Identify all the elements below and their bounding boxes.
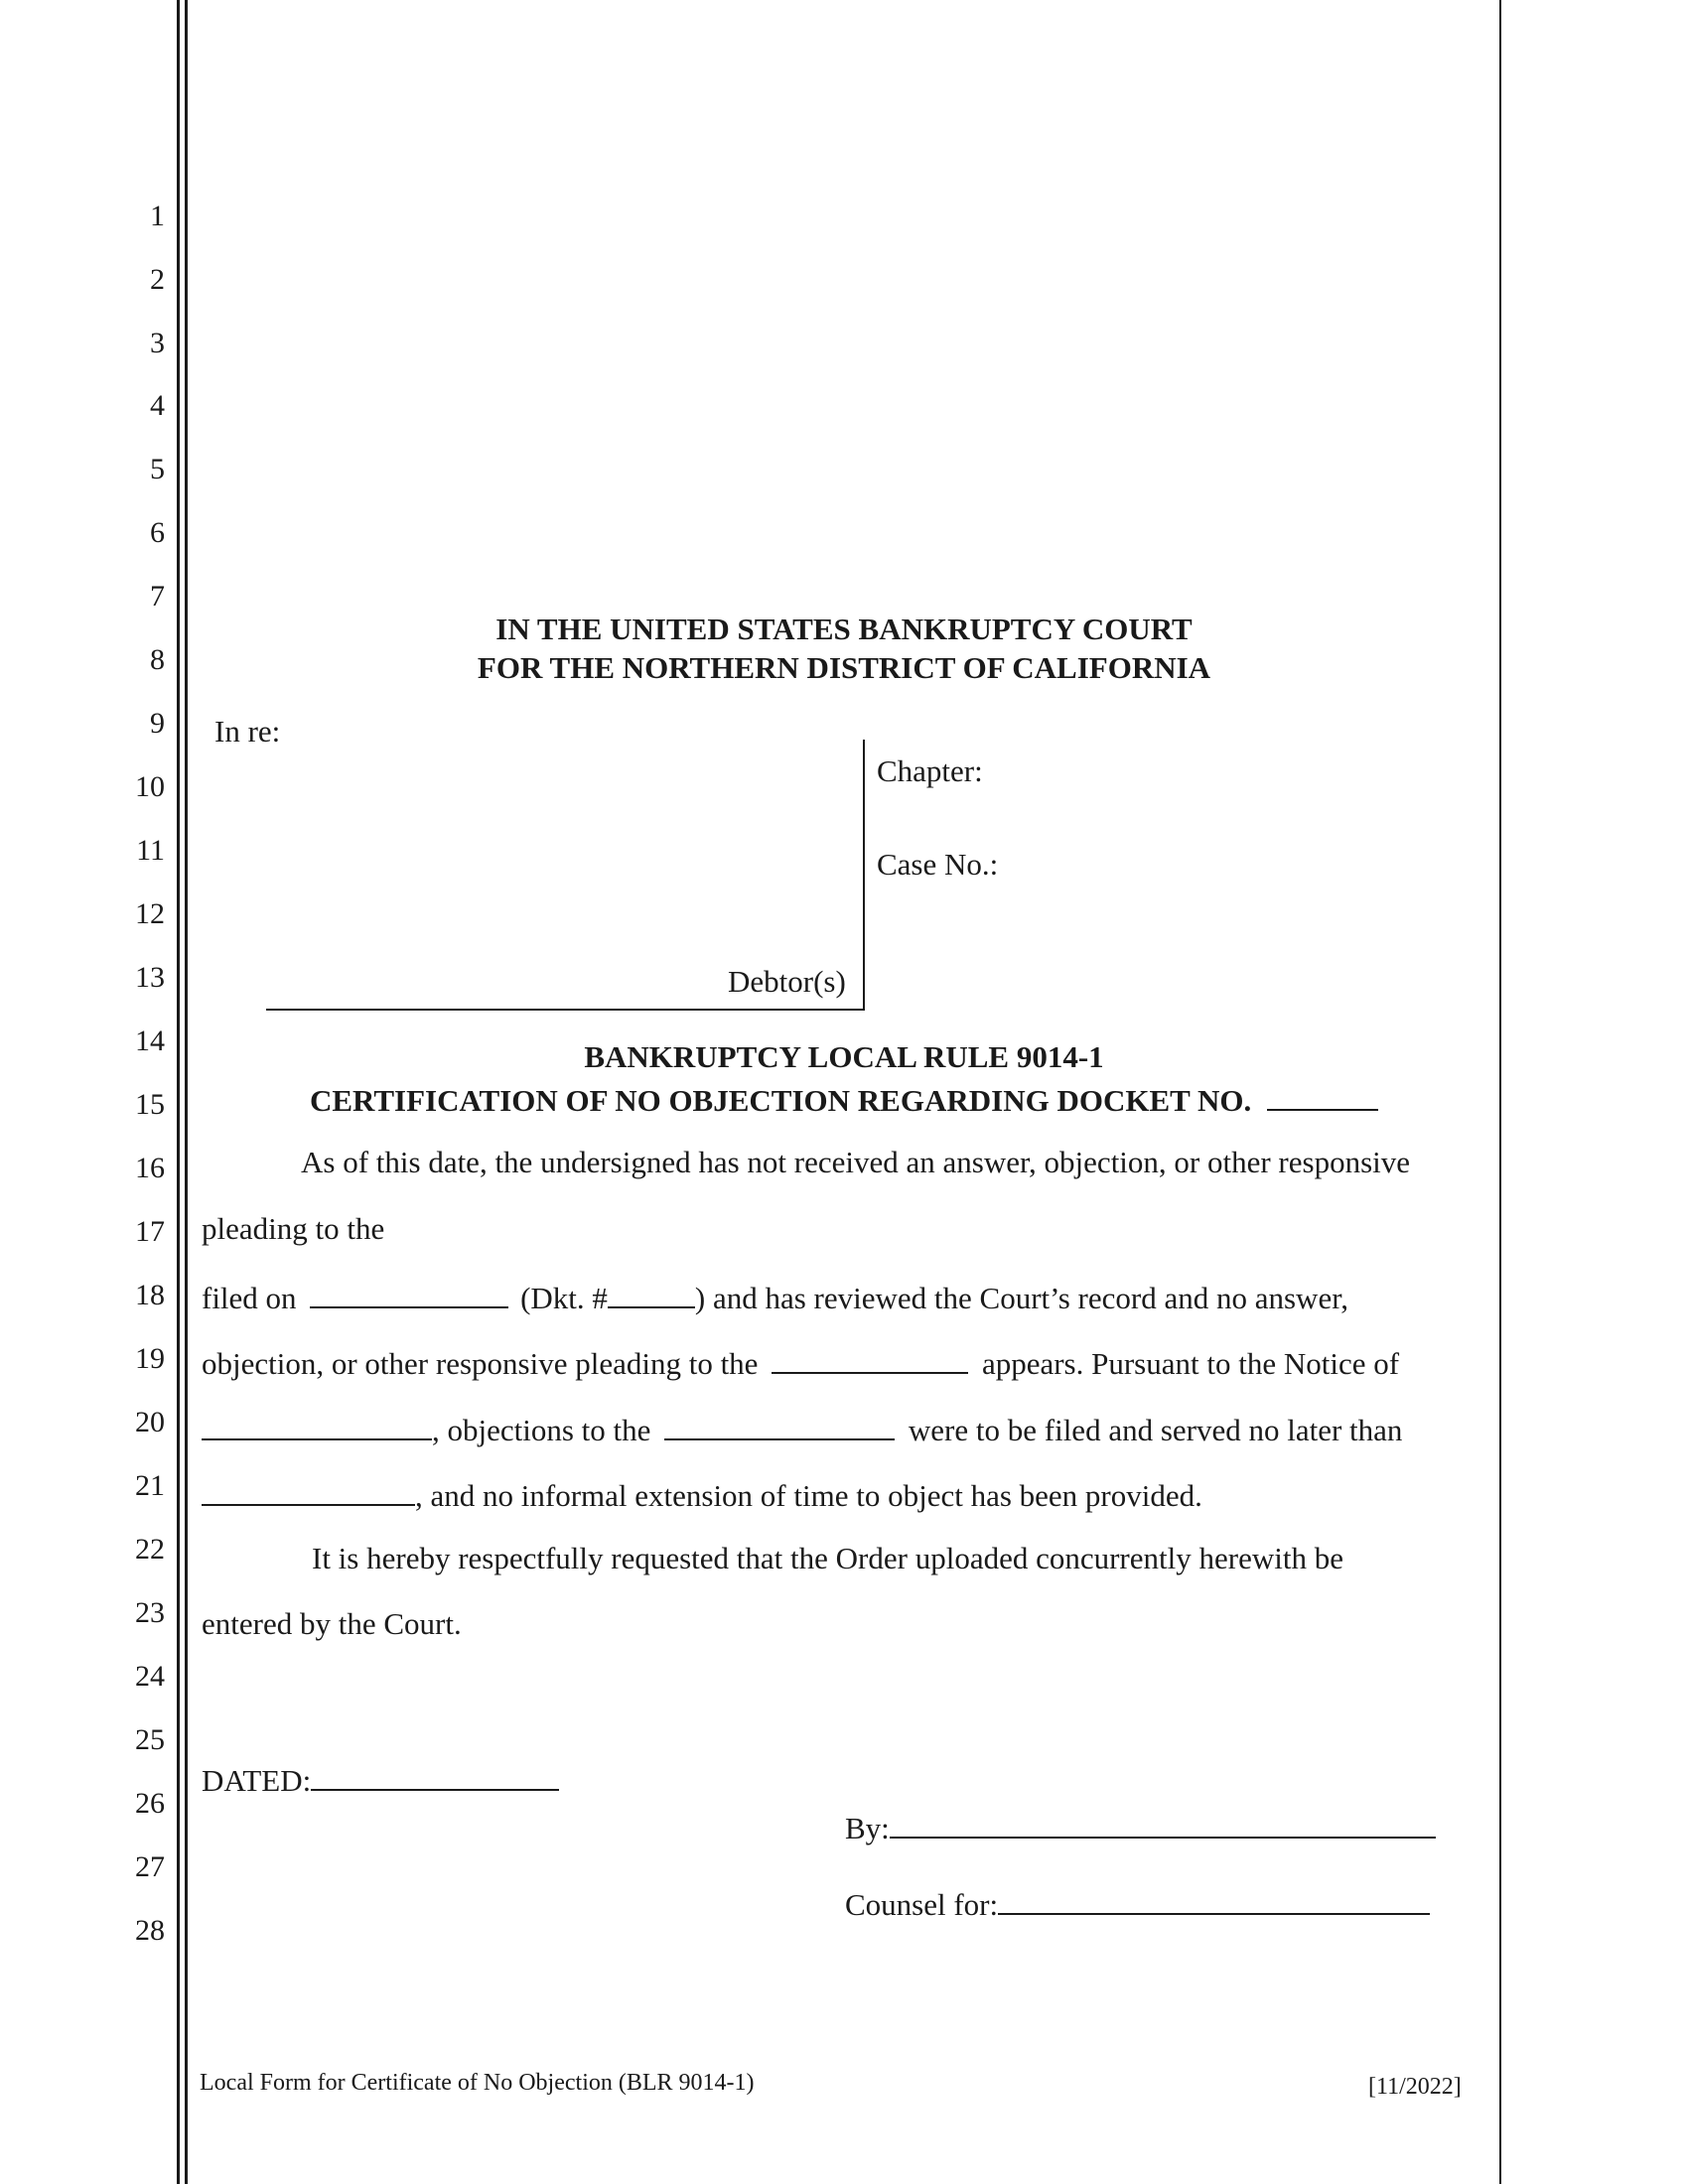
body-line: It is hereby respectfully requested that the Order uploaded concurrently herewith be xyxy=(312,1541,1343,1575)
line-number: 24 xyxy=(135,1660,165,1693)
body-text: (Dkt. # xyxy=(520,1281,608,1315)
line-number: 21 xyxy=(135,1469,165,1502)
court-name-line-2: FOR THE NORTHERN DISTRICT OF CALIFORNIA xyxy=(477,650,1211,685)
line-number: 4 xyxy=(150,389,165,422)
line-number: 23 xyxy=(135,1596,165,1629)
line-number: 25 xyxy=(135,1723,165,1756)
body-text: appears. Pursuant to the Notice of xyxy=(981,1346,1400,1381)
dated-label: DATED: xyxy=(202,1763,312,1798)
line-number: 5 xyxy=(150,453,165,485)
line-number: 14 xyxy=(135,1024,165,1057)
line-number: 11 xyxy=(136,834,165,867)
body-line xyxy=(202,1407,1402,1450)
body-text: , and no informal extension of time to object has been provided. xyxy=(415,1478,1202,1513)
line-number: 18 xyxy=(135,1279,165,1311)
line-number: 17 xyxy=(135,1215,165,1248)
signature-line xyxy=(845,1805,1436,1848)
line-number: 22 xyxy=(135,1533,165,1566)
signature-blank[interactable] xyxy=(890,1805,1436,1839)
court-name-line-1: IN THE UNITED STATES BANKRUPTCY COURT xyxy=(495,612,1193,646)
document-title-line-2 xyxy=(189,1077,1499,1121)
body-text: objection, or other responsive pleading to the xyxy=(202,1346,759,1381)
line-number: 10 xyxy=(135,770,165,803)
left-margin-rule-inner xyxy=(185,0,188,2184)
line-number: 27 xyxy=(135,1850,165,1883)
line-number: 8 xyxy=(150,643,165,676)
line-number: 7 xyxy=(150,580,165,613)
motion-name-blank[interactable] xyxy=(664,1407,895,1440)
docket-number-blank[interactable] xyxy=(1267,1077,1378,1111)
in-re-label: In re: xyxy=(214,714,281,749)
body-text: ) and has reviewed the Court’s record and no answer, xyxy=(694,1281,1349,1315)
docket-entry-blank[interactable] xyxy=(608,1275,695,1308)
left-margin-rule-outer xyxy=(177,0,180,2184)
body-line: As of this date, the undersigned has not received an answer, objection, or other responsive xyxy=(301,1145,1411,1179)
filed-on-date-blank[interactable] xyxy=(310,1275,508,1308)
line-number: 15 xyxy=(135,1088,165,1121)
debtor-label: Debtor(s) xyxy=(728,964,846,999)
right-margin-rule xyxy=(1499,0,1501,2184)
caption-bottom-rule xyxy=(266,1009,864,1011)
pleading-name-blank[interactable] xyxy=(772,1340,968,1374)
chapter-label: Chapter: xyxy=(877,753,983,788)
line-number: 16 xyxy=(135,1152,165,1184)
body-line xyxy=(202,1472,1202,1516)
body-text: were to be filed and served no later than xyxy=(908,1413,1403,1447)
document-title-text: CERTIFICATION OF NO OBJECTION REGARDING DOCKET NO. xyxy=(309,1083,1252,1118)
document-title-line-1: BANKRUPTCY LOCAL RULE 9014-1 xyxy=(584,1039,1104,1074)
body-text: filed on xyxy=(202,1281,297,1315)
body-line: pleading to the xyxy=(202,1211,385,1246)
counsel-line xyxy=(845,1881,1430,1925)
by-label: By: xyxy=(845,1811,890,1845)
line-number: 1 xyxy=(150,200,165,232)
line-number: 19 xyxy=(135,1342,165,1375)
counsel-for-label: Counsel for: xyxy=(845,1887,999,1922)
counsel-for-blank[interactable] xyxy=(998,1881,1430,1915)
line-number: 20 xyxy=(135,1406,165,1438)
line-number: 6 xyxy=(150,516,165,549)
caption-vertical-rule xyxy=(863,740,865,1011)
line-number: 12 xyxy=(135,897,165,930)
body-text: , objections to the xyxy=(432,1413,651,1447)
body-line xyxy=(202,1275,1348,1318)
line-number: 9 xyxy=(150,707,165,740)
case-number-label: Case No.: xyxy=(877,847,999,882)
line-number: 28 xyxy=(135,1914,165,1947)
notice-name-blank[interactable] xyxy=(202,1407,432,1440)
objection-deadline-blank[interactable] xyxy=(202,1472,415,1506)
line-number: 3 xyxy=(150,327,165,359)
line-number: 2 xyxy=(150,263,165,296)
footer-revision-date: [11/2022] xyxy=(1368,2074,1462,2100)
dated-line xyxy=(202,1757,559,1801)
body-line: entered by the Court. xyxy=(202,1606,462,1641)
body-line xyxy=(202,1340,1399,1384)
footer-form-name: Local Form for Certificate of No Objection (BLR 9014-1) xyxy=(200,2070,755,2096)
line-number: 13 xyxy=(135,961,165,994)
line-number: 26 xyxy=(135,1787,165,1820)
dated-blank[interactable] xyxy=(311,1757,559,1791)
